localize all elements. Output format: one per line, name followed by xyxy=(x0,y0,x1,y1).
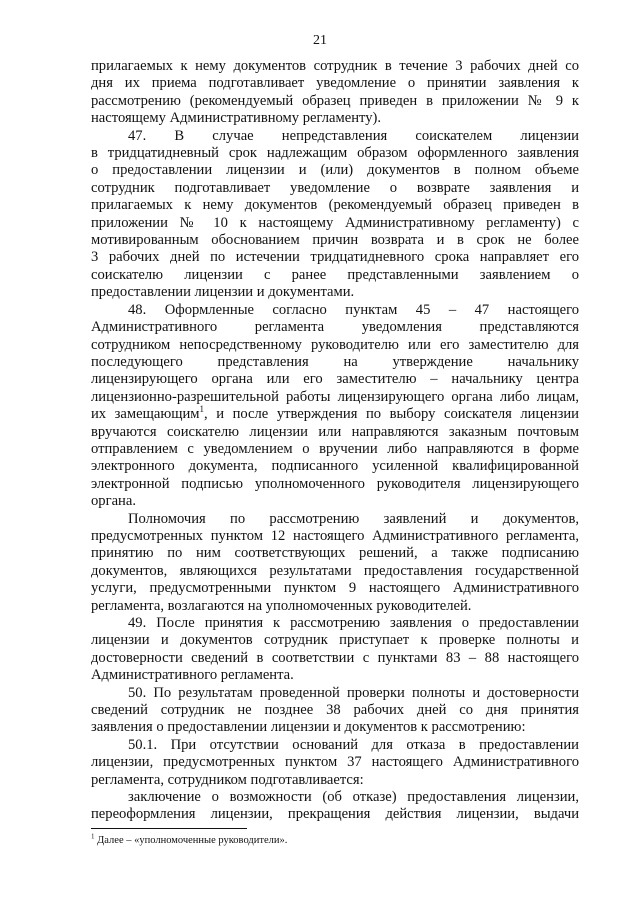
text-line xyxy=(91,563,579,580)
text-line xyxy=(91,702,579,719)
text-line xyxy=(91,128,579,145)
text-line-content: документов, являющихся результатами предоставления государственной xyxy=(91,562,579,579)
text-line xyxy=(91,772,579,789)
footnote-marker: 1 xyxy=(91,832,95,841)
text-line xyxy=(91,337,579,354)
text-line-content: Административного регламента уведомления представляются xyxy=(91,319,579,336)
text-line xyxy=(91,162,579,179)
text-line-content: мотивированным обоснованием причин возврата и в срок не более xyxy=(91,232,579,249)
text-line-content: регламента, возлагаются на уполномоченных руководителей. xyxy=(91,597,472,614)
text-line xyxy=(91,719,579,736)
text-line-content: , и после утверждения по выбору соискателя лицензии xyxy=(204,406,579,423)
text-line xyxy=(91,441,579,458)
text-line xyxy=(91,197,579,214)
text-line xyxy=(91,267,579,284)
text-line xyxy=(91,58,579,75)
text-line xyxy=(91,493,579,510)
text-line xyxy=(91,145,579,162)
text-line-content: прилагаемых к нему документов сотрудник в течение 3 рабочих дней со xyxy=(91,58,579,74)
text-line-content: соискателю лицензии с ранее представленными заявлением о xyxy=(91,266,579,283)
text-line xyxy=(91,615,579,632)
text-line-content: лицензионно-разрешительной работы лицензирующего органа либо лицам, xyxy=(91,388,579,405)
text-line xyxy=(91,215,579,232)
text-line-content: лицензии и документов сотрудник приступает к проверке полноты и xyxy=(91,632,579,649)
text-line-content: органа. xyxy=(91,493,136,510)
footnote-reference: 1 xyxy=(199,404,205,415)
text-line xyxy=(91,737,579,754)
text-line-content: сотрудник подготавливает уведомление о возврате заявления и xyxy=(91,179,579,196)
text-line-content: Полномочия по рассмотрению заявлений и документов, xyxy=(128,510,579,527)
text-line xyxy=(91,424,579,441)
text-line-content: лицензирующего органа или его заместителю – начальнику центра xyxy=(91,371,579,388)
text-line xyxy=(91,110,579,127)
text-line xyxy=(91,319,579,336)
text-line-content: их замещающим xyxy=(91,406,200,423)
text-line-content: отправлением с уведомлением о вручении либо направляются в форме xyxy=(91,440,579,457)
text-line xyxy=(91,528,579,545)
text-line-content: последующего представления на утверждение начальнику xyxy=(91,353,579,370)
text-line xyxy=(91,371,579,388)
text-line-content: настоящему Административному регламенту). xyxy=(91,110,382,127)
text-line xyxy=(91,754,579,771)
footnote-divider xyxy=(91,828,247,829)
text-line xyxy=(91,632,579,649)
text-line-content: регламента, сотрудником подготавливается: xyxy=(91,771,364,788)
text-line xyxy=(91,302,579,319)
text-line-content: 48. Оформленные согласно пунктам 45 – 47 настоящего xyxy=(128,301,579,318)
text-line-content: принятию по ним соответствующих решений, а также подписанию xyxy=(91,545,579,562)
text-line-content: предоставлении лицензии и документами. xyxy=(91,284,355,301)
text-line xyxy=(91,232,579,249)
footnote xyxy=(91,834,579,847)
text-line xyxy=(91,685,579,702)
text-line xyxy=(91,249,579,266)
document-body xyxy=(91,58,579,824)
text-line-content: предусмотренных пунктом 12 настоящего Административного регламента, xyxy=(91,527,579,544)
text-line-content: рассмотрению (рекомендуемый образец приведен в приложении № 9 к xyxy=(91,92,579,109)
text-line xyxy=(91,580,579,597)
text-line xyxy=(91,511,579,528)
text-line-content: заявления о предоставлении лицензии и документов к рассмотрению: xyxy=(91,719,526,736)
text-line-content: 3 рабочих дней по истечении тридцатидневного срока направляет его xyxy=(91,249,579,266)
text-line-content: прилагаемых к нему документов (рекомендуемый образец приведен в xyxy=(91,197,579,214)
text-line-content: достоверности сведений в соответствии с пунктами 83 – 88 настоящего xyxy=(91,649,579,666)
text-line xyxy=(91,650,579,667)
text-line-content: сотрудником непосредственному руководителю или его заместителю для xyxy=(91,336,579,353)
footnote-text: Далее – «уполномоченные руководители». xyxy=(94,835,288,846)
text-line-content: сведений сотрудник не позднее 38 рабочих дней со дня принятия xyxy=(91,702,579,719)
text-line-content: дня их приема подготавливает уведомление о принятии заявления к xyxy=(91,75,579,92)
text-line-content: в тридцатидневный срок надлежащим образом оформленного заявления xyxy=(91,145,579,162)
text-line xyxy=(91,180,579,197)
text-line-content: переоформления лицензии, прекращения действия лицензии, выдачи xyxy=(91,806,579,823)
text-line-content: 50.1. При отсутствии оснований для отказа в предоставлении xyxy=(128,736,579,753)
text-line-content: 49. После принятия к рассмотрению заявления о предоставлении xyxy=(128,615,579,631)
text-line-content: электронного документа, подписанного усиленной квалифицированной xyxy=(91,458,579,475)
text-line xyxy=(91,545,579,562)
text-line xyxy=(91,93,579,110)
text-line xyxy=(91,75,579,92)
text-line xyxy=(91,667,579,684)
text-line-content: 47. В случае непредставления соискателем лицензии xyxy=(128,127,579,144)
text-line-content: вручаются соискателю лицензии или направляются заказным почтовым xyxy=(91,423,579,440)
text-line-content: лицензии, предусмотренных пунктом 37 настоящего Административного xyxy=(91,754,579,771)
text-line xyxy=(91,406,579,423)
text-line-content: услуги, предусмотренными пунктом 9 настоящего Административного xyxy=(91,580,579,597)
page-number: 21 xyxy=(313,33,327,48)
text-line-content: электронной подписью уполномоченного руководителя лицензирующего xyxy=(91,475,579,492)
text-line-content: приложении № 10 к настоящему Административному регламенту) с xyxy=(91,214,579,231)
text-line-content: заключение о возможности (об отказе) предоставления лицензии, xyxy=(128,789,579,806)
text-line xyxy=(91,598,579,615)
text-line xyxy=(91,789,579,806)
text-line xyxy=(91,354,579,371)
text-line xyxy=(91,389,579,406)
text-line xyxy=(91,284,579,301)
text-line xyxy=(91,458,579,475)
text-line-content: Административного регламента. xyxy=(91,667,294,684)
text-line-content: о предоставлении лицензии и (или) документов в полном объеме xyxy=(91,162,579,179)
text-line xyxy=(91,806,579,823)
text-line xyxy=(91,476,579,493)
text-line-content: 50. По результатам проведенной проверки полноты и достоверности xyxy=(128,684,579,701)
